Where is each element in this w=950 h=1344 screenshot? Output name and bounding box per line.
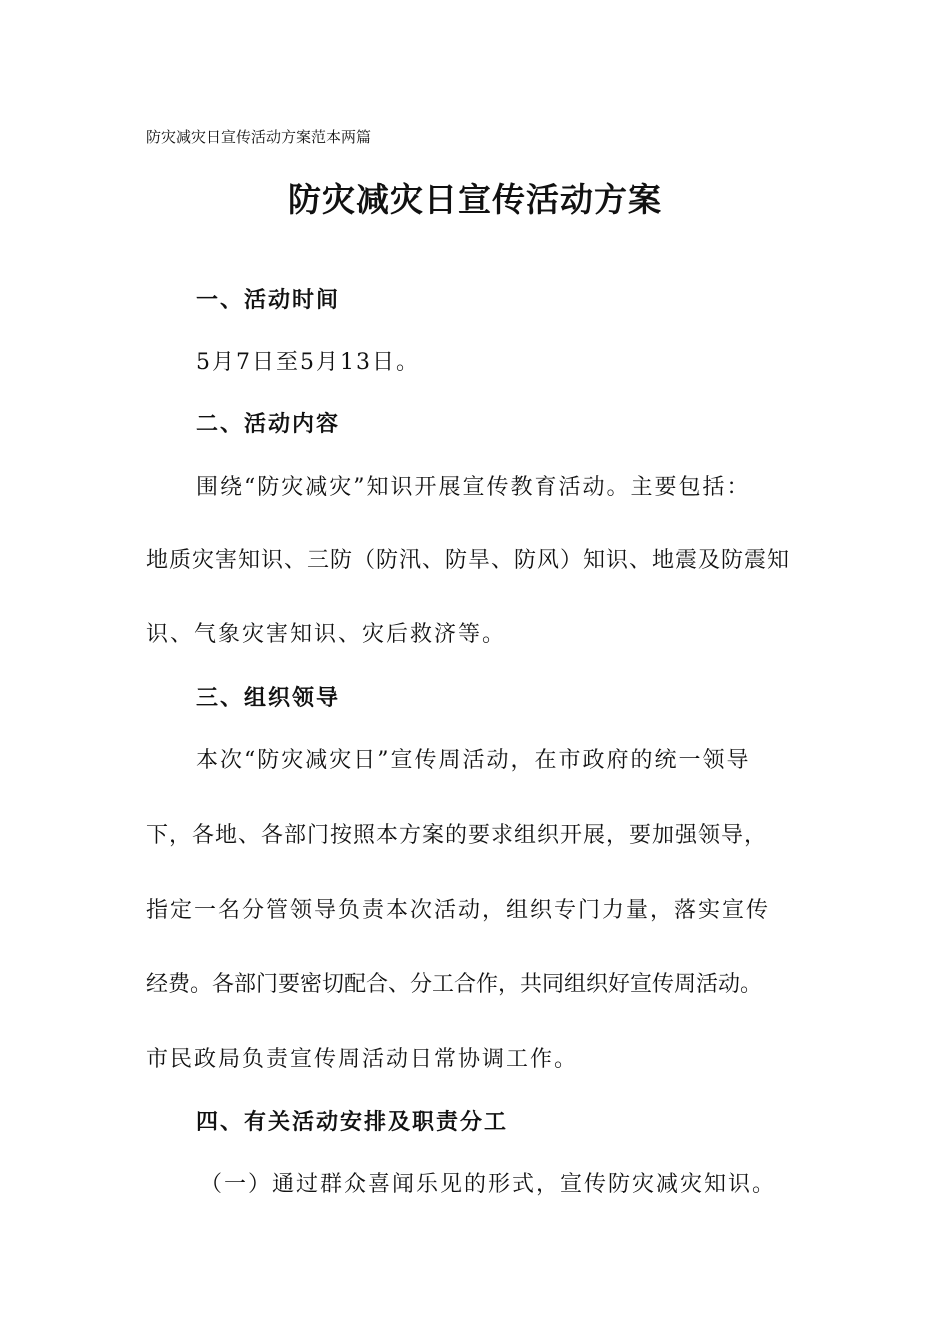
paragraph-line: 围绕“防灾减灾”知识开展宣传教育活动。主要包括： — [196, 475, 751, 500]
paragraph-line: 下，各地、各部门按照本方案的要求组织开展，要加强领导， — [146, 823, 768, 848]
paragraph-line: （一）通过群众喜闻乐见的形式，宣传防灾减灾知识。 — [200, 1172, 777, 1197]
paragraph-line: 识、气象灾害知识、灾后救济等。 — [146, 622, 507, 647]
paragraph-line: 5月7日至5月13日。 — [196, 350, 420, 375]
paragraph-line: 地质灾害知识、三防（防汛、防旱、防风）知识、地震及防震知 — [146, 548, 791, 573]
document-title: 防灾减灾日宣传活动方案 — [288, 180, 662, 219]
paragraph-line: 指定一名分管领导负责本次活动，组织专门力量，落实宣传 — [146, 898, 771, 923]
section-heading-content: 二、活动内容 — [196, 412, 341, 437]
paragraph-line: 市民政局负责宣传周活动日常协调工作。 — [146, 1047, 579, 1072]
paragraph-line: 本次“防灾减灾日”宣传周活动，在市政府的统一领导 — [196, 748, 751, 773]
section-heading-organization: 三、组织领导 — [196, 686, 341, 711]
section-heading-time: 一、活动时间 — [196, 288, 341, 313]
paragraph-line: 经费。各部门要密切配合、分工合作，共同组织好宣传周活动。 — [146, 972, 763, 997]
section-heading-arrangements: 四、有关活动安排及职责分工 — [196, 1110, 509, 1135]
document-header: 防灾减灾日宣传活动方案范本两篇 — [146, 128, 372, 146]
